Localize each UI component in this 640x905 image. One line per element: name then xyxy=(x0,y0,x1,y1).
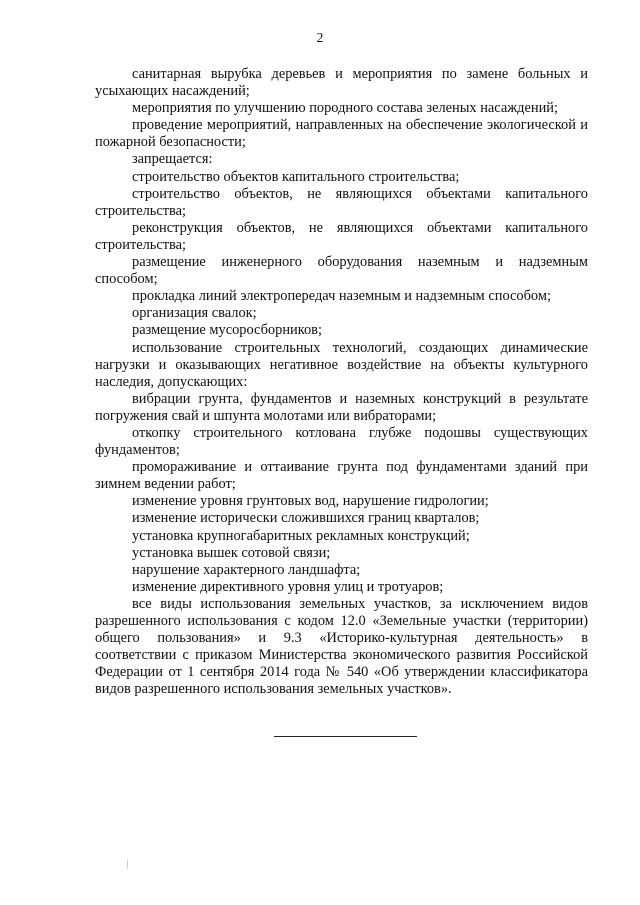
end-of-text-rule xyxy=(274,736,417,737)
paragraph: санитарная вырубка деревьев и мероприятия по замене больных и усыхающих насаждений; xyxy=(95,66,588,100)
paragraph: размещение мусоросборников; xyxy=(132,322,322,339)
paragraph: изменение исторически сложившихся границ кварталов; xyxy=(132,510,480,527)
paragraph: запрещается: xyxy=(132,151,213,168)
paragraph: изменение уровня грунтовых вод, нарушение гидрологии; xyxy=(132,493,489,510)
paragraph: установка крупногабаритных рекламных конструкций; xyxy=(132,527,470,544)
paragraph: промораживание и оттаивание грунта под фундаментами зданий при зимнем ведении работ; xyxy=(95,459,588,493)
paragraph: использование строительных технологий, создающих динамические нагрузки и оказывающих негативное воздействие на объекты культурного наследия, допускающих: xyxy=(95,339,588,390)
paragraph: мероприятия по улучшению породного состава зеленых насаждений; xyxy=(132,100,558,117)
page-number: 2 xyxy=(316,30,324,45)
paragraph: нарушение характерного ландшафта; xyxy=(132,561,361,578)
paragraph: строительство объектов капитального строительства; xyxy=(132,168,460,185)
paragraph: проведение мероприятий, направленных на обеспечение экологической и пожарной безопасности; xyxy=(95,117,588,151)
paragraph: все виды использования земельных участков, за исключением видов разрешенного использования с кодом 12.0 «Земельные участки (территории) общего пользования» и 9.3 «Историко-культурная деятельность» в соответствии с приказом Министерства экономического развития Российской Федерации от 1 сентября 2014 года № 540 «Об утверждении классификатора видов разрешенного использования земельных участков». xyxy=(95,595,588,698)
paragraph: реконструкция объектов, не являющихся объектами капитального строительства; xyxy=(95,219,588,253)
paragraph: размещение инженерного оборудования наземным и надземным способом; xyxy=(95,254,588,288)
paragraph: прокладка линий электропередач наземным и надземным способом; xyxy=(132,288,551,305)
paragraph: организация свалок; xyxy=(132,305,257,322)
scan-margin-mark xyxy=(127,860,128,869)
paragraph: откопку строительного котлована глубже подошвы существующих фундаментов; xyxy=(95,424,588,459)
document-body xyxy=(95,66,588,698)
paragraph: установка вышек сотовой связи; xyxy=(132,544,331,561)
paragraph: строительство объектов, не являющихся объектами капитального строительства; xyxy=(95,185,588,219)
paragraph: вибрации грунта, фундаментов и наземных конструкций в результате погружения свай и шпунта молотами или вибраторами; xyxy=(95,390,588,424)
paragraph: изменение директивного уровня улиц и тротуаров; xyxy=(132,578,444,595)
